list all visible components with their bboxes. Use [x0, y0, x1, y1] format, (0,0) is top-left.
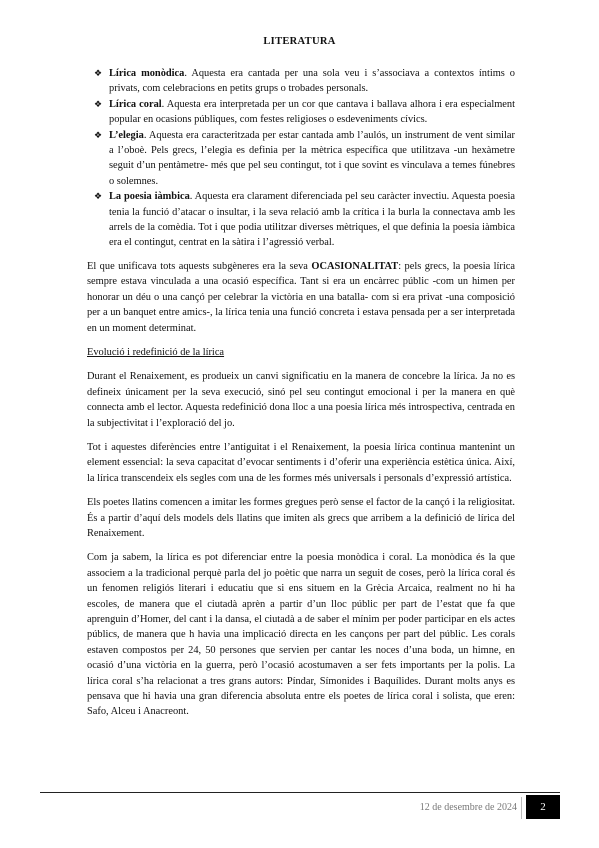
paragraph-ocasionalitat: [87, 259, 515, 336]
section-heading: Evolució i redefinició de la lírica: [87, 346, 225, 358]
list-item-term: Lírica coral: [109, 98, 162, 110]
list-item: [87, 66, 515, 97]
paragraph: Els poetes llatins comencen a imitar les formes gregues però sense el factor de la cançó i la religiositat. És a partir d’aquí dels models dels llatins que imiten als grecs que arribem a la definició de lírica del Renaixement.: [87, 497, 515, 539]
paragraph-text: El que unificava tots aquests subgèneres era la seva: [87, 260, 312, 272]
diamond-bullet-icon: ❖: [94, 98, 103, 109]
list-item: [87, 128, 515, 190]
list-item: [87, 97, 515, 128]
paragraph-text: : pels grecs, la poesia lírica sempre estava vinculada a una ocasió específica. Tant si era un encàrrec públic -com un himen per honorar un déu o una cançó per celebrar la victòria en una batalla- com si era privat -una composició per a un banquet entre amics-, la lírica tenia una funció concreta i estava pensada per a ser interpretada en un moment determinat.: [87, 260, 515, 334]
list-item-term: Lírica monòdica: [109, 68, 185, 79]
footer-divider: [40, 792, 560, 793]
paragraph: Com ja sabem, la lírica es pot diferenciar entre la poesia monòdica i coral. La monòdica és la que associem a la tradicional perquè parla del jo poètic que narra un seguit de coses, però la lírica coral és un fenomen religiós literari i educatiu que si ens situem en la Grècia Arcaica, realment no hi ha escoles, de manera que el ciutadà aprèn a partir d’un lloc públic per part de l’estat que fa que aprenguin d’Homer, del cant i la dansa, el ciutadà a de saber el mínim per poder participar en els actes públics, de manera que h havia una implicació directa en les cançons per part del públic. Les corals estaven compostos per 24, 50 persones que servien per cantar les noces d’una boda, un himne, en ocasió d’una victòria en la guerra, però l’ocasió acostumaven a ser fets importants per la polis. La lírica coral s’ha relacionat a tres grans autors: Píndar, Símonides i Baquílides. Durant molts anys es pensava que hi havia una gran diferencia absoluta entre els poetes de lírica coral i solista, que eren: Safo, Alceu i Anacreont.: [87, 552, 515, 718]
list-item-term: L’elegia: [109, 129, 144, 141]
page-title: LITERATURA: [263, 36, 336, 47]
paragraph: Durant el Renaixement, es produeix un canvi significatiu en la manera de concebre la lírica. Ja no es defineix únicament per la seva execució, sinó pel seu contingut emocional i per la manera en què connecta amb el lector. Aquesta redefinició dona lloc a una poesia lírica més introspectiva, centrada en la subjectivitat i l’exploració del jo.: [87, 371, 515, 429]
list-item-text: . Aquesta era clarament diferenciada pel seu caràcter invectiu. Aquesta poesia tenia la funció d’atacar o insultar, i la seva relació amb la crítica i la burla la connectava amb les arrels de la comèdia. Tot i que podia utilitzar diverses mètriques, el que definia la poesia iàmbica era el contingut, centrat en la sàtira i l’agressió verbal.: [109, 191, 515, 249]
list-item-text: . Aquesta era cantada per una sola veu i s’associava a contextos íntims o privats, com celebracions en petits grups o trobades personals.: [109, 68, 515, 95]
list-item-text: . Aquesta era interpretada per un cor que cantava i ballava alhora i era especialment popular en ocasions públiques, com festes religioses o esdeveniments cívics.: [109, 98, 515, 126]
diamond-bullet-icon: ❖: [94, 68, 103, 78]
emphasis-term: OCASIONALITAT: [311, 260, 399, 272]
paragraph: Tot i aquestes diferències entre l’antiguitat i el Renaixement, la poesia lírica continua mantenint un element essencial: la seva capacitat d’evocar sentiments i d’oferir una experiència estètica única. Així, la lírica transcendeix els segles com una de les formes més universals i personals d’expressió artística.: [87, 441, 515, 484]
list-item: [87, 189, 515, 251]
footer-date: 12 de desembre de 2024: [419, 802, 517, 813]
subgenre-list: [87, 66, 515, 251]
page-number: 2: [526, 795, 560, 819]
list-item-term: La poesia iàmbica: [109, 191, 190, 203]
footer-separator: [521, 797, 522, 819]
diamond-bullet-icon: ❖: [94, 129, 103, 140]
list-item-text: . Aquesta era caracteritzada per estar cantada amb l’aulós, un instrument de vent similar a l’oboè. Pels grecs, l’elegia es definia per la mètrica específica que utilitzava -un hexàmetre seguit d’un pentàmetre- més que pel seu contingut, tot i que sovint es vinculava a temes fúnebres o solemnes.: [109, 129, 515, 187]
diamond-bullet-icon: ❖: [94, 191, 103, 202]
page-body: [87, 66, 515, 729]
